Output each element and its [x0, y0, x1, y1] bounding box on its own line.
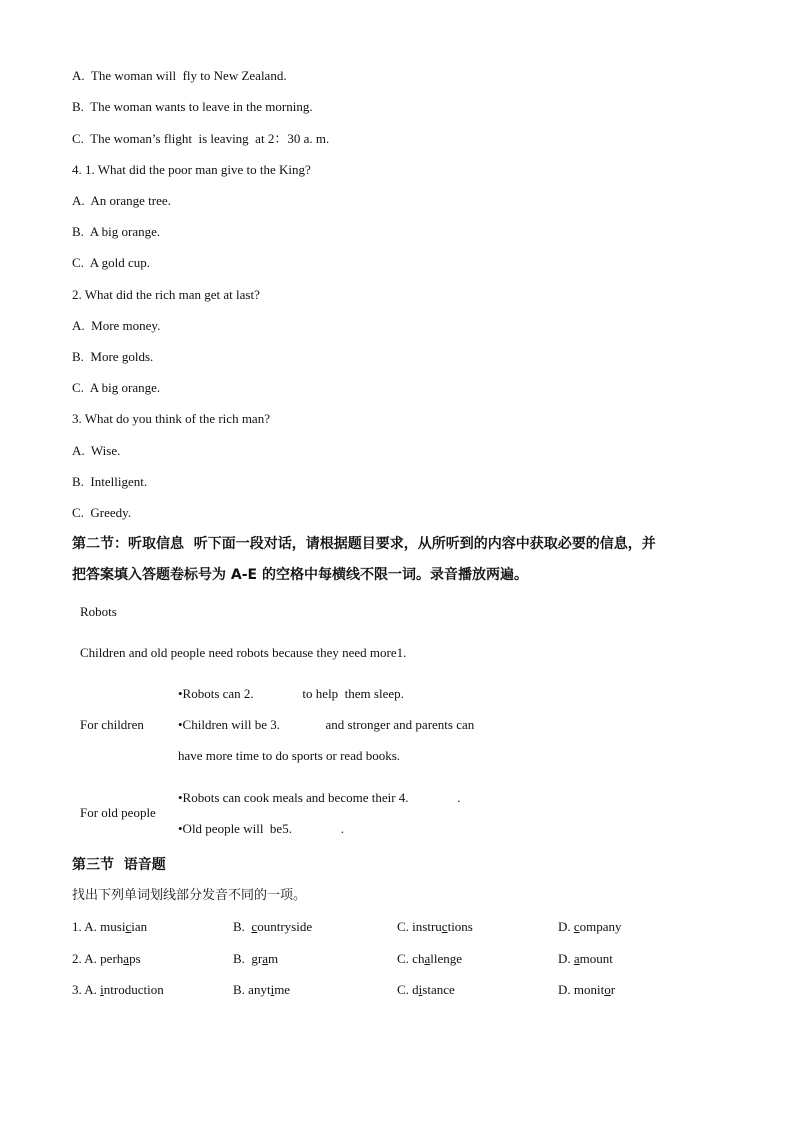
option-line: B. The woman wants to leave in the morning.	[72, 99, 313, 114]
old-people-point: •Robots can cook meals and become their 4. .	[178, 790, 461, 805]
row-label-old-people: For old people	[80, 805, 156, 820]
question-line: 4. 1. What did the poor man give to the King?	[72, 162, 311, 177]
section-instruction: 找出下列单词划线部分发音不同的一项。	[72, 888, 307, 903]
old-people-point: •Old people will be5. .	[178, 821, 344, 836]
option-line: B. Intelligent.	[72, 474, 148, 489]
option-a: 2. A. perhaps	[72, 951, 141, 966]
option-line: C. The woman’s flight is leaving at 2：30 a. m.	[72, 131, 330, 146]
section-heading: 把答案填入答题卷标号为 A-E 的空格中每横线不限一词。录音播放两遍。	[72, 567, 528, 583]
option-b: B. anytime	[233, 982, 291, 997]
option-c: C. challenge	[397, 951, 462, 966]
question-line: 3. What do you think of the rich man?	[72, 411, 270, 426]
option-line: A. Wise.	[72, 443, 121, 458]
option-c: C. instructions	[397, 919, 473, 934]
table-title: Robots	[80, 604, 117, 619]
children-point: •Children will be 3. and stronger and parents can	[178, 717, 475, 732]
option-b: B. countryside	[233, 919, 313, 934]
children-point: have more time to do sports or read books.	[178, 748, 401, 763]
option-line: A. More money.	[72, 318, 161, 333]
table-intro: Children and old people need robots because they need more1.	[80, 645, 407, 660]
children-point: •Robots can 2. to help them sleep.	[178, 686, 404, 701]
option-line: A. An orange tree.	[72, 193, 171, 208]
row-label-children: For children	[80, 717, 144, 732]
option-c: C. distance	[397, 982, 455, 997]
option-b: B. gram	[233, 951, 279, 966]
question-line: 2. What did the rich man get at last?	[72, 287, 260, 302]
option-line: B. More golds.	[72, 349, 154, 364]
option-line: B. A big orange.	[72, 224, 161, 239]
option-line: C. A gold cup.	[72, 255, 151, 270]
option-line: C. A big orange.	[72, 380, 161, 395]
option-a: 1. A. musician	[72, 919, 148, 934]
option-line: C. Greedy.	[72, 505, 132, 520]
option-line: A. The woman will fly to New Zealand.	[72, 68, 287, 83]
option-d: D. amount	[558, 951, 613, 966]
section-heading: 第三节 语音题	[72, 857, 166, 873]
option-a: 3. A. introduction	[72, 982, 164, 997]
option-d: D. company	[558, 919, 622, 934]
option-d: D. monitor	[558, 982, 616, 997]
section-heading: 第二节：听取信息 听下面一段对话，请根据题目要求，从所听到的内容中获取必要的信息，并	[72, 536, 656, 552]
